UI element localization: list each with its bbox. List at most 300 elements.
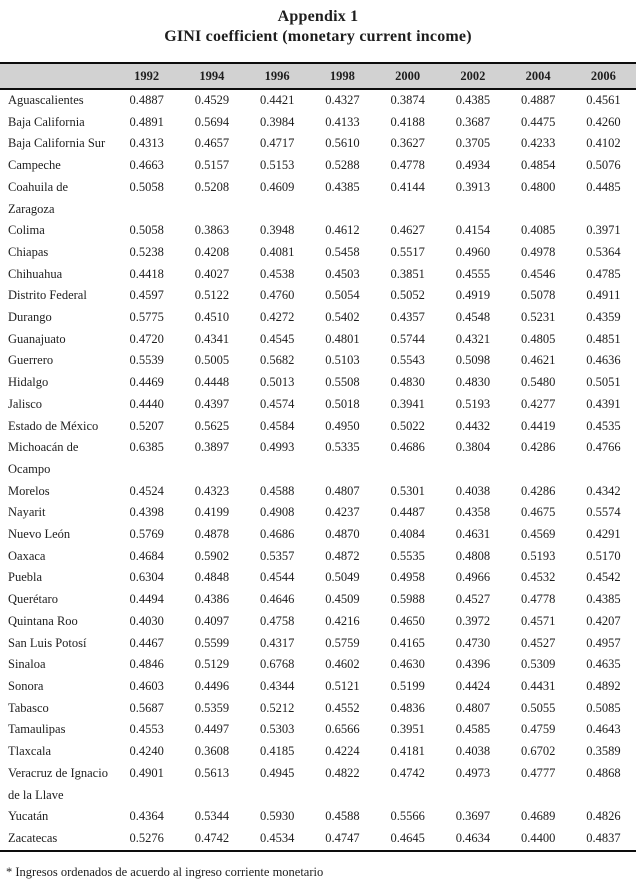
state-name-cell: Aguascalientes [8,93,84,107]
gini-value-cell: 0.3972 [455,613,491,628]
state-name-cell: Jalisco [8,396,43,411]
gini-value-cell: 0.3851 [390,266,425,281]
gini-value-cell: 0.5055 [520,700,556,715]
gini-value-cell: 0.5231 [520,310,556,325]
table-row [0,481,636,503]
gini-value-cell: 0.5170 [586,548,621,563]
gini-value-cell: 0.5199 [390,678,425,693]
gini-value-cell: 0.4571 [520,613,556,628]
gini-value-cell: 0.4323 [194,483,230,498]
state-name-cell: Nayarit [8,505,46,520]
gini-value-cell: 0.4868 [586,765,621,780]
gini-value-cell: 0.5517 [390,244,425,259]
gini-value-cell: 0.4485 [586,179,621,194]
gini-value-cell: 0.4887 [520,93,556,107]
gini-value-cell: 0.4569 [520,527,556,542]
gini-coefficient-table [0,62,636,852]
table-row [0,307,636,329]
state-name-cell: Durango [8,310,52,325]
gini-value-cell: 0.4602 [325,657,360,672]
gini-value-cell: 0.4357 [390,310,425,325]
table-row [0,133,636,155]
gini-value-cell: 0.4286 [520,483,556,498]
gini-value-cell: 0.3941 [390,396,425,411]
state-name-cell: Quintana Roo [8,613,78,628]
gini-value-cell: 0.4385 [586,592,621,607]
gini-value-cell: 0.4960 [455,244,491,259]
year-column-header: 2006 [590,69,616,83]
gini-value-cell: 0.4538 [259,266,295,281]
state-name-cell: Morelos [8,483,50,498]
gini-value-cell: 0.4766 [586,440,621,455]
gini-value-cell: 0.4759 [520,722,556,737]
gini-value-cell: 0.4760 [259,288,295,303]
gini-value-cell: 0.4742 [194,830,230,845]
gini-value-cell: 0.4950 [325,418,360,433]
state-column-header [0,63,114,89]
gini-value-cell: 0.4358 [455,505,491,520]
state-name-cell: Guanajuato [8,331,66,346]
state-name-cell: Sinaloa [8,657,46,672]
gini-value-cell: 0.4529 [194,93,230,107]
table-row [0,611,636,633]
gini-value-cell: 0.4785 [586,266,621,281]
gini-value-cell: 0.4826 [586,809,621,824]
gini-value-cell: 0.4240 [129,744,164,759]
table-row [0,633,636,655]
gini-value-cell: 0.3687 [455,114,491,129]
gini-value-cell: 0.4588 [325,809,360,824]
gini-value-cell: 0.5687 [129,700,164,715]
gini-value-cell: 0.5335 [325,440,360,455]
state-name-cell: Baja California Sur [8,136,106,151]
gini-value-cell: 0.4341 [194,331,230,346]
gini-value-cell: 0.4534 [259,830,295,845]
gini-value-cell: 0.4934 [455,158,491,173]
gini-value-cell: 0.3697 [455,809,491,824]
gini-value-cell: 0.4830 [390,375,425,390]
gini-value-cell: 0.4527 [455,592,491,607]
table-row [0,350,636,372]
gini-value-cell: 0.5193 [520,548,556,563]
gini-value-cell: 0.5238 [129,244,164,259]
gini-value-cell: 0.5574 [586,505,621,520]
gini-value-cell: 0.4686 [259,527,295,542]
gini-value-cell: 0.5625 [194,418,230,433]
gini-value-cell: 0.4854 [520,158,556,173]
state-name-cell: Nuevo León [8,527,71,542]
gini-value-cell: 0.4686 [390,440,425,455]
year-column-header: 2004 [525,69,551,83]
gini-value-cell: 0.5208 [194,179,230,194]
gini-value-cell: 0.4321 [455,331,491,346]
gini-value-cell: 0.4400 [520,830,556,845]
gini-value-cell: 0.4585 [455,722,491,737]
gini-value-cell: 0.4837 [586,830,621,845]
gini-value-cell: 0.5402 [325,310,360,325]
gini-value-cell: 0.6768 [259,657,295,672]
gini-value-cell: 0.4359 [586,310,621,325]
gini-value-cell: 0.5058 [129,223,164,238]
gini-value-cell: 0.4584 [259,418,295,433]
gini-value-cell: 0.4630 [390,657,425,672]
gini-value-cell: 0.4730 [455,635,491,650]
gini-value-cell: 0.4085 [520,223,556,238]
gini-value-cell: 0.4830 [455,375,491,390]
gini-value-cell: 0.4851 [586,331,621,346]
gini-value-cell: 0.4717 [259,136,295,151]
gini-value-cell: 0.4181 [390,744,425,759]
gini-value-cell: 0.4291 [586,527,621,542]
state-name-cell: Veracruz de Ignacio de la Llave [8,765,108,802]
gini-value-cell: 0.4742 [390,765,425,780]
state-name-cell: Querétaro [8,592,58,607]
gini-value-cell: 0.4038 [455,483,491,498]
table-row [0,524,636,546]
gini-value-cell: 0.3863 [194,223,230,238]
gini-value-cell: 0.3608 [194,744,230,759]
gini-value-cell: 0.4224 [325,744,360,759]
gini-value-cell: 0.4800 [520,179,556,194]
gini-value-cell: 0.3705 [455,136,491,151]
table-row [0,264,636,286]
table-row [0,828,636,851]
gini-value-cell: 0.4038 [455,744,491,759]
gini-value-cell: 0.4503 [325,266,360,281]
year-column-header: 1998 [329,69,355,83]
gini-value-cell: 0.4822 [325,765,360,780]
gini-value-cell: 0.4102 [586,136,621,151]
gini-value-cell: 0.3897 [194,440,230,455]
gini-value-cell: 0.4494 [129,592,164,607]
gini-value-cell: 0.4207 [586,613,621,628]
year-column-header: 2002 [460,69,486,83]
gini-value-cell: 0.4836 [390,700,425,715]
gini-value-cell: 0.4535 [586,418,621,433]
gini-value-cell: 0.4386 [194,592,230,607]
table-row [0,285,636,307]
state-name-cell: Tamaulipas [8,722,66,737]
state-name-cell: Michoacán de Ocampo [8,440,79,476]
gini-value-cell: 0.4342 [586,483,621,498]
gini-value-cell: 0.4846 [129,657,164,672]
gini-value-cell: 0.4260 [586,114,621,129]
gini-value-cell: 0.5364 [586,244,621,259]
table-row [0,546,636,568]
gini-value-cell: 0.5535 [390,548,425,563]
gini-value-cell: 0.4675 [520,505,556,520]
gini-value-cell: 0.4908 [259,505,295,520]
state-name-cell: Chiapas [8,244,49,259]
gini-value-cell: 0.4391 [586,396,621,411]
gini-value-cell: 0.4663 [129,158,164,173]
gini-value-cell: 0.4396 [455,657,491,672]
gini-value-cell: 0.3627 [390,136,425,151]
gini-value-cell: 0.4344 [259,678,295,693]
gini-value-cell: 0.4612 [325,223,360,238]
gini-value-cell: 0.4808 [455,548,491,563]
gini-value-cell: 0.4510 [194,310,230,325]
gini-value-cell: 0.4313 [129,136,164,151]
table-footnote: * Ingresos ordenados de acuerdo al ingreso corriente monetario [6,864,324,879]
gini-value-cell: 0.4553 [129,722,164,737]
gini-value-cell: 0.4870 [325,527,360,542]
gini-value-cell: 0.4747 [325,830,360,845]
gini-value-cell: 0.5153 [259,158,295,173]
gini-value-cell: 0.5357 [259,548,295,563]
gini-value-cell: 0.4385 [325,179,360,194]
state-name-cell: Hidalgo [8,375,49,390]
gini-value-cell: 0.4397 [194,396,230,411]
gini-value-cell: 0.5543 [390,353,425,368]
gini-value-cell: 0.4475 [520,114,556,129]
gini-value-cell: 0.4208 [194,244,230,259]
gini-value-cell: 0.5458 [325,244,360,259]
gini-value-cell: 0.3589 [586,744,621,759]
gini-value-cell: 0.3913 [455,179,491,194]
gini-value-cell: 0.4650 [390,613,425,628]
state-name-cell: Zacatecas [8,830,58,845]
table-row [0,502,636,524]
gini-value-cell: 0.4973 [455,765,491,780]
gini-value-cell: 0.4878 [194,527,230,542]
gini-value-cell: 0.4545 [259,331,295,346]
gini-value-cell: 0.4165 [390,635,425,650]
gini-value-cell: 0.5303 [259,722,295,737]
gini-value-cell: 0.5344 [194,809,230,824]
gini-value-cell: 0.5539 [129,353,164,368]
state-name-cell: Guerrero [8,353,54,368]
gini-value-cell: 0.4532 [520,570,556,585]
gini-value-cell: 0.4272 [259,310,295,325]
table-row [0,394,636,416]
gini-value-cell: 0.4634 [455,830,491,845]
gini-value-cell: 0.4154 [455,223,491,238]
table-row [0,112,636,134]
gini-value-cell: 0.4689 [520,809,556,824]
gini-value-cell: 0.4421 [259,93,295,107]
gini-value-cell: 0.4542 [586,570,621,585]
gini-value-cell: 0.4286 [520,440,556,455]
gini-value-cell: 0.4603 [129,678,164,693]
gini-value-cell: 0.4807 [455,700,491,715]
state-name-cell: Tabasco [8,700,49,715]
state-name-cell: Chihuahua [8,266,63,281]
gini-value-cell: 0.4636 [586,353,621,368]
gini-value-cell: 0.4418 [129,266,164,281]
gini-value-cell: 0.4993 [259,440,295,455]
gini-value-cell: 0.4185 [259,744,295,759]
gini-value-cell: 0.5769 [129,527,164,542]
gini-value-cell: 0.6702 [520,744,556,759]
gini-value-cell: 0.5013 [259,375,295,390]
gini-value-cell: 0.4432 [455,418,491,433]
gini-value-cell: 0.4448 [194,375,230,390]
gini-value-cell: 0.4555 [455,266,491,281]
table-body [0,89,636,851]
gini-value-cell: 0.4627 [390,223,425,238]
gini-value-cell: 0.4891 [129,114,164,129]
gini-value-cell: 0.4872 [325,548,360,563]
gini-value-cell: 0.5359 [194,700,230,715]
gini-value-cell: 0.4030 [129,613,164,628]
state-name-cell: Baja California [8,114,85,129]
gini-value-cell: 0.5508 [325,375,360,390]
year-column-header: 1996 [264,69,290,83]
gini-value-cell: 0.5005 [194,353,230,368]
page-subtitle: GINI coefficient (monetary current income) [164,28,472,45]
gini-value-cell: 0.4419 [520,418,556,433]
gini-value-cell: 0.6566 [325,722,360,737]
gini-value-cell: 0.5122 [194,288,230,303]
gini-value-cell: 0.5288 [325,158,360,173]
year-header-row [0,63,636,89]
gini-value-cell: 0.5022 [390,418,425,433]
gini-value-cell: 0.3971 [586,223,621,238]
gini-value-cell: 0.5566 [390,809,425,824]
gini-value-cell: 0.5193 [455,396,491,411]
table-row [0,698,636,720]
gini-value-cell: 0.4548 [455,310,491,325]
gini-value-cell: 0.4188 [390,114,425,129]
gini-value-cell: 0.4097 [194,613,230,628]
gini-value-cell: 0.4552 [325,700,360,715]
gini-value-cell: 0.3874 [390,93,425,107]
gini-value-cell: 0.4199 [194,505,230,520]
gini-value-cell: 0.4084 [390,527,425,542]
page-title: Appendix 1 [277,8,359,25]
table-header [0,63,636,89]
gini-value-cell: 0.5121 [325,678,360,693]
gini-value-cell: 0.4027 [194,266,230,281]
table-row [0,242,636,264]
table-row [0,155,636,177]
gini-value-cell: 0.5988 [390,592,425,607]
gini-value-cell: 0.4805 [520,331,556,346]
state-name-cell: Oaxaca [8,548,46,563]
gini-value-cell: 0.4957 [586,635,621,650]
gini-value-cell: 0.5694 [194,114,230,129]
gini-value-cell: 0.4945 [259,765,295,780]
state-name-cell: Sonora [8,678,44,693]
gini-value-cell: 0.4527 [520,635,556,650]
gini-value-cell: 0.5051 [586,375,621,390]
state-name-cell: Distrito Federal [8,288,87,303]
gini-value-cell: 0.4216 [325,613,360,628]
gini-value-cell: 0.4424 [455,678,491,693]
gini-value-cell: 0.4398 [129,505,164,520]
gini-value-cell: 0.4327 [325,93,360,107]
gini-value-cell: 0.4497 [194,722,230,737]
gini-value-cell: 0.5207 [129,418,164,433]
gini-value-cell: 0.5058 [129,179,164,194]
gini-value-cell: 0.5049 [325,570,360,585]
gini-value-cell: 0.4643 [586,722,621,737]
table-row [0,589,636,611]
gini-value-cell: 0.5129 [194,657,230,672]
gini-value-cell: 0.4911 [586,288,621,303]
gini-value-cell: 0.5054 [325,288,360,303]
gini-value-cell: 0.4588 [259,483,295,498]
gini-value-cell: 0.5744 [390,331,425,346]
gini-value-cell: 0.5902 [194,548,230,563]
gini-value-cell: 0.5599 [194,635,230,650]
table-row [0,676,636,698]
gini-value-cell: 0.4807 [325,483,360,498]
gini-value-cell: 0.5078 [520,288,556,303]
gini-value-cell: 0.4609 [259,179,295,194]
gini-value-cell: 0.4277 [520,396,556,411]
gini-value-cell: 0.4544 [259,570,295,585]
gini-value-cell: 0.4777 [520,765,556,780]
gini-value-cell: 0.6385 [129,440,164,455]
gini-value-cell: 0.5309 [520,657,556,672]
gini-value-cell: 0.5085 [586,700,621,715]
gini-value-cell: 0.5301 [390,483,425,498]
gini-value-cell: 0.4758 [259,613,295,628]
gini-value-cell: 0.4848 [194,570,230,585]
gini-value-cell: 0.5076 [586,158,621,173]
gini-value-cell: 0.3804 [455,440,491,455]
year-column-header: 1992 [134,69,160,83]
gini-value-cell: 0.4901 [129,765,164,780]
state-name-cell: Puebla [8,570,43,585]
gini-value-cell: 0.4778 [520,592,556,607]
table-row [0,437,636,480]
gini-value-cell: 0.4778 [390,158,425,173]
gini-value-cell: 0.4385 [455,93,491,107]
table-row [0,719,636,741]
gini-value-cell: 0.4801 [325,331,360,346]
gini-value-cell: 0.4431 [520,678,556,693]
gini-value-cell: 0.4892 [586,678,621,693]
gini-value-cell: 0.4978 [520,244,556,259]
gini-value-cell: 0.5759 [325,635,360,650]
gini-value-cell: 0.4645 [390,830,425,845]
gini-value-cell: 0.4440 [129,396,164,411]
gini-value-cell: 0.5212 [259,700,295,715]
gini-value-cell: 0.4467 [129,635,164,650]
gini-value-cell: 0.4237 [325,505,360,520]
table-row [0,372,636,394]
state-name-cell: Colima [8,223,45,238]
gini-value-cell: 0.4469 [129,375,164,390]
year-column-header: 1994 [199,69,225,83]
table-row [0,329,636,351]
gini-value-cell: 0.4233 [520,136,556,151]
gini-value-cell: 0.5613 [194,765,230,780]
gini-value-cell: 0.4487 [390,505,425,520]
gini-value-cell: 0.4621 [520,353,556,368]
gini-value-cell: 0.4919 [455,288,491,303]
gini-value-cell: 0.5775 [129,310,164,325]
gini-value-cell: 0.4546 [520,266,556,281]
table-row [0,416,636,438]
gini-value-cell: 0.4364 [129,809,164,824]
state-name-cell: Yucatán [8,809,49,824]
gini-value-cell: 0.5610 [325,136,360,151]
gini-value-cell: 0.4720 [129,331,164,346]
gini-value-cell: 0.4144 [390,179,425,194]
gini-value-cell: 0.5682 [259,353,295,368]
table-row [0,177,636,220]
table-row [0,763,636,806]
table-row [0,654,636,676]
gini-value-cell: 0.4635 [586,657,621,672]
state-name-cell: Estado de México [8,418,99,433]
gini-value-cell: 0.5018 [325,396,360,411]
gini-value-cell: 0.5276 [129,830,164,845]
